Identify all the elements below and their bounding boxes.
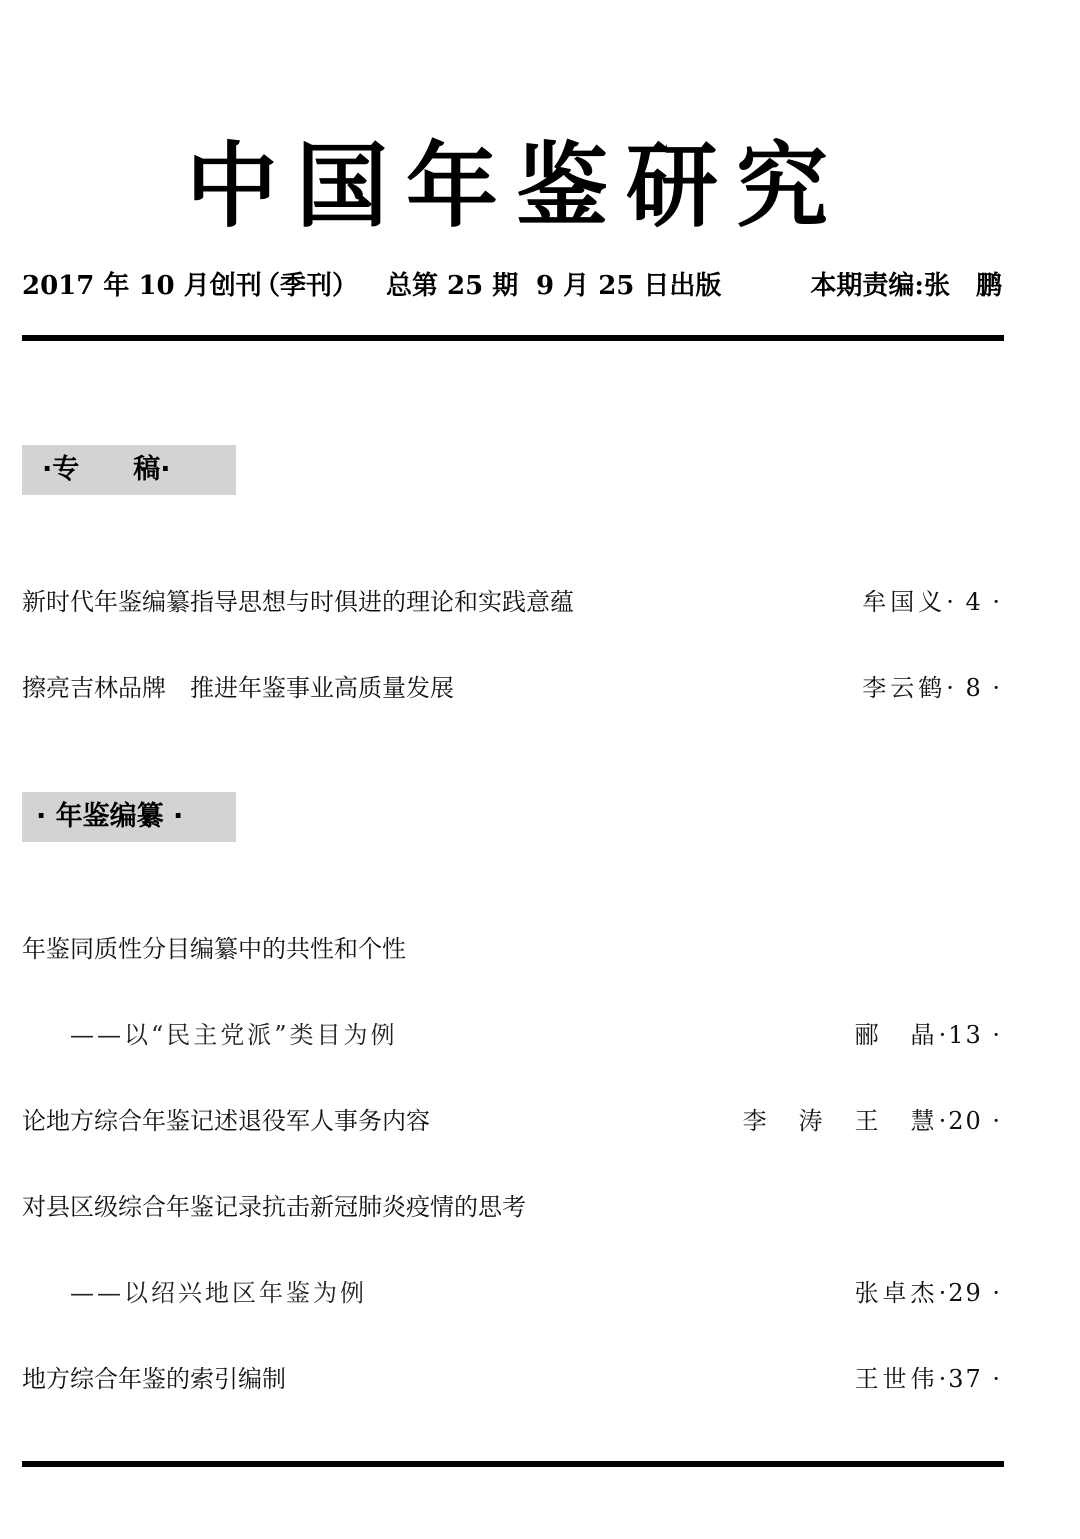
entry-author: 牟国义	[862, 588, 947, 616]
entry-subtitle: ——以绍兴地区年鉴为例	[70, 1279, 367, 1307]
entry-page: ·20 ·	[938, 1107, 1002, 1135]
top-divider	[22, 335, 1004, 341]
section-label: ·专 稿·	[42, 454, 171, 485]
entry-page: ·37 ·	[938, 1365, 1002, 1393]
publication-frequency: （季刊）	[254, 271, 359, 301]
entry-page: ·29 ·	[938, 1279, 1002, 1307]
toc-entry[interactable]	[22, 1359, 1002, 1399]
entry-title: 新时代年鉴编纂指导思想与时俱进的理论和实践意蕴	[22, 588, 574, 616]
entry-subtitle: ——以“民主党派”类目为例	[70, 1021, 398, 1049]
toc-entry[interactable]	[22, 1101, 1002, 1141]
toc-entry[interactable]	[22, 929, 1002, 969]
section-header-special	[22, 445, 236, 495]
entry-author: 李 涛 王 慧	[742, 1107, 939, 1135]
entry-author: 张卓杰	[854, 1279, 939, 1307]
toc-entry-subtitle[interactable]	[22, 1015, 1002, 1055]
entry-page: ·13 ·	[938, 1021, 1002, 1049]
toc-entry[interactable]	[22, 582, 1002, 622]
toc-entry[interactable]	[22, 1187, 1002, 1227]
section-header-compilation	[22, 792, 236, 842]
journal-title: 中国年鉴研究	[185, 132, 846, 240]
bottom-divider	[22, 1461, 1004, 1467]
entry-title: 年鉴同质性分目编纂中的共性和个性	[22, 935, 406, 963]
entry-page: · 4 ·	[946, 588, 1002, 616]
entry-title: 地方综合年鉴的索引编制	[22, 1365, 286, 1393]
entry-title: 论地方综合年鉴记述退役军人事务内容	[22, 1107, 430, 1135]
issue-info-line	[22, 266, 1002, 306]
issue-number: 总第 25 期	[386, 271, 519, 301]
publish-date: 9 月 25 日出版	[536, 271, 722, 301]
entry-author: 郦 晶	[854, 1021, 939, 1049]
entry-title: 擦亮吉林品牌 推进年鉴事业高质量发展	[22, 674, 454, 702]
entry-author: 李云鹤	[862, 674, 947, 702]
section-label: · 年鉴编纂 ·	[36, 801, 184, 832]
issue-editor: 本期责编:张 鹏	[810, 271, 1002, 301]
toc-entry[interactable]	[22, 668, 1002, 708]
toc-entry-subtitle[interactable]	[22, 1273, 1002, 1313]
entry-title: 对县区级综合年鉴记录抗击新冠肺炎疫情的思考	[22, 1193, 526, 1221]
entry-author: 王世伟	[854, 1365, 939, 1393]
entry-page: · 8 ·	[946, 674, 1002, 702]
founded-date: 2017 年 10 月创刊	[22, 271, 262, 301]
